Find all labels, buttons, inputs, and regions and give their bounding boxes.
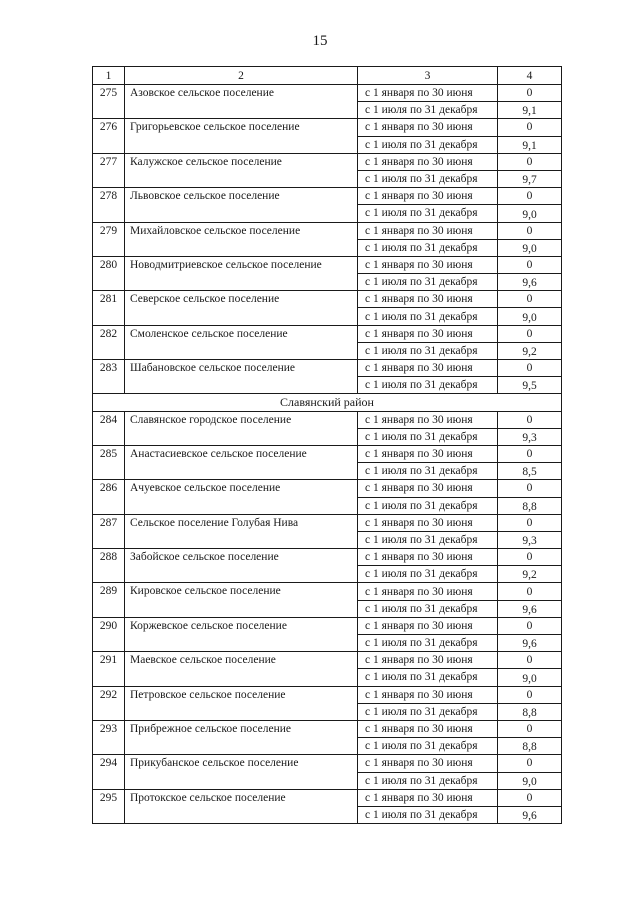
period-first-half: с 1 января по 30 июня <box>358 720 498 737</box>
period-second-half: с 1 июля по 31 декабря <box>358 205 498 222</box>
row-number: 289 <box>93 583 125 617</box>
row-number: 277 <box>93 153 125 187</box>
table-row <box>93 652 562 669</box>
value-first-half: 0 <box>498 222 562 239</box>
period-first-half: с 1 января по 30 июня <box>358 686 498 703</box>
settlement-name: Забойское сельское поселение <box>125 549 358 583</box>
period-first-half: с 1 января по 30 июня <box>358 153 498 170</box>
table-row <box>93 445 562 462</box>
value-first-half: 0 <box>498 514 562 531</box>
section-title: Славянский район <box>93 394 562 411</box>
row-number: 282 <box>93 325 125 359</box>
table-row <box>93 617 562 634</box>
settlement-name: Калужское сельское поселение <box>125 153 358 187</box>
table-row <box>93 119 562 136</box>
value-second-half: 8,8 <box>498 738 562 755</box>
settlement-name: Шабановское сельское поселение <box>125 360 358 394</box>
period-second-half: с 1 июля по 31 декабря <box>358 600 498 617</box>
period-second-half: с 1 июля по 31 декабря <box>358 531 498 548</box>
value-second-half: 9,7 <box>498 170 562 187</box>
value-first-half: 0 <box>498 445 562 462</box>
period-second-half: с 1 июля по 31 декабря <box>358 806 498 823</box>
period-second-half: с 1 июля по 31 декабря <box>358 377 498 394</box>
value-first-half: 0 <box>498 652 562 669</box>
row-number: 281 <box>93 291 125 325</box>
row-number: 275 <box>93 85 125 119</box>
period-first-half: с 1 января по 30 июня <box>358 652 498 669</box>
value-second-half: 9,6 <box>498 274 562 291</box>
row-number: 285 <box>93 445 125 479</box>
value-second-half: 9,1 <box>498 136 562 153</box>
value-first-half: 0 <box>498 617 562 634</box>
settlement-name: Григорьевское сельское поселение <box>125 119 358 153</box>
period-first-half: с 1 января по 30 июня <box>358 85 498 102</box>
table-row <box>93 720 562 737</box>
value-second-half: 9,5 <box>498 377 562 394</box>
row-number: 293 <box>93 720 125 754</box>
value-first-half: 0 <box>498 256 562 273</box>
value-first-half: 0 <box>498 755 562 772</box>
page-number: 15 <box>312 33 328 49</box>
header-row <box>93 67 562 85</box>
period-first-half: с 1 января по 30 июня <box>358 325 498 342</box>
settlement-name: Смоленское сельское поселение <box>125 325 358 359</box>
value-first-half: 0 <box>498 789 562 806</box>
period-second-half: с 1 июля по 31 декабря <box>358 274 498 291</box>
period-first-half: с 1 января по 30 июня <box>358 549 498 566</box>
period-first-half: с 1 января по 30 июня <box>358 789 498 806</box>
settlement-name: Петровское сельское поселение <box>125 686 358 720</box>
section-row <box>93 394 562 411</box>
value-first-half: 0 <box>498 153 562 170</box>
row-number: 278 <box>93 188 125 222</box>
settlement-name: Ачуевское сельское поселение <box>125 480 358 514</box>
settlement-name: Коржевское сельское поселение <box>125 617 358 651</box>
value-first-half: 0 <box>498 720 562 737</box>
value-second-half: 9,3 <box>498 531 562 548</box>
settlement-name: Протокское сельское поселение <box>125 789 358 823</box>
period-first-half: с 1 января по 30 июня <box>358 119 498 136</box>
period-first-half: с 1 января по 30 июня <box>358 360 498 377</box>
table-row <box>93 153 562 170</box>
period-second-half: с 1 июля по 31 декабря <box>358 566 498 583</box>
period-second-half: с 1 июля по 31 декабря <box>358 102 498 119</box>
value-second-half: 9,0 <box>498 308 562 325</box>
row-number: 287 <box>93 514 125 548</box>
value-second-half: 9,1 <box>498 102 562 119</box>
settlement-name: Прикубанское сельское поселение <box>125 755 358 789</box>
value-first-half: 0 <box>498 119 562 136</box>
settlement-name: Северское сельское поселение <box>125 291 358 325</box>
period-second-half: с 1 июля по 31 декабря <box>358 308 498 325</box>
value-second-half: 9,0 <box>498 669 562 686</box>
period-second-half: с 1 июля по 31 декабря <box>358 635 498 652</box>
table-row <box>93 188 562 205</box>
period-second-half: с 1 июля по 31 декабря <box>358 428 498 445</box>
period-first-half: с 1 января по 30 июня <box>358 188 498 205</box>
row-number: 286 <box>93 480 125 514</box>
value-second-half: 9,6 <box>498 635 562 652</box>
row-number: 288 <box>93 549 125 583</box>
period-second-half: с 1 июля по 31 декабря <box>358 703 498 720</box>
row-number: 284 <box>93 411 125 445</box>
table-row <box>93 222 562 239</box>
value-second-half: 9,2 <box>498 566 562 583</box>
settlement-name: Маевское сельское поселение <box>125 652 358 686</box>
value-first-half: 0 <box>498 686 562 703</box>
row-number: 283 <box>93 360 125 394</box>
settlement-name: Кировское сельское поселение <box>125 583 358 617</box>
table-row <box>93 360 562 377</box>
period-first-half: с 1 января по 30 июня <box>358 445 498 462</box>
settlement-name: Львовское сельское поселение <box>125 188 358 222</box>
row-number: 294 <box>93 755 125 789</box>
settlement-name: Анастасиевское сельское поселение <box>125 445 358 479</box>
period-first-half: с 1 января по 30 июня <box>358 411 498 428</box>
period-second-half: с 1 июля по 31 декабря <box>358 136 498 153</box>
table-row <box>93 755 562 772</box>
value-first-half: 0 <box>498 480 562 497</box>
period-second-half: с 1 июля по 31 декабря <box>358 170 498 187</box>
table-row <box>93 686 562 703</box>
settlement-name: Прибрежное сельское поселение <box>125 720 358 754</box>
table-row <box>93 291 562 308</box>
settlement-name: Азовское сельское поселение <box>125 85 358 119</box>
row-number: 276 <box>93 119 125 153</box>
settlement-name: Славянское городское поселение <box>125 411 358 445</box>
row-number: 291 <box>93 652 125 686</box>
value-first-half: 0 <box>498 549 562 566</box>
row-number: 279 <box>93 222 125 256</box>
period-first-half: с 1 января по 30 июня <box>358 291 498 308</box>
period-first-half: с 1 января по 30 июня <box>358 256 498 273</box>
column-header: 3 <box>358 67 498 85</box>
value-second-half: 8,8 <box>498 703 562 720</box>
value-second-half: 8,8 <box>498 497 562 514</box>
row-number: 290 <box>93 617 125 651</box>
period-first-half: с 1 января по 30 июня <box>358 514 498 531</box>
value-first-half: 0 <box>498 291 562 308</box>
table-row <box>93 411 562 428</box>
row-number: 292 <box>93 686 125 720</box>
value-first-half: 0 <box>498 325 562 342</box>
value-second-half: 8,5 <box>498 463 562 480</box>
value-first-half: 0 <box>498 188 562 205</box>
period-first-half: с 1 января по 30 июня <box>358 755 498 772</box>
value-second-half: 9,3 <box>498 428 562 445</box>
period-first-half: с 1 января по 30 июня <box>358 222 498 239</box>
table-row <box>93 85 562 102</box>
period-second-half: с 1 июля по 31 декабря <box>358 497 498 514</box>
period-second-half: с 1 июля по 31 декабря <box>358 342 498 359</box>
value-second-half: 9,6 <box>498 600 562 617</box>
period-second-half: с 1 июля по 31 декабря <box>358 463 498 480</box>
settlement-name: Сельское поселение Голубая Нива <box>125 514 358 548</box>
table-row <box>93 583 562 600</box>
table-row <box>93 514 562 531</box>
column-header: 1 <box>93 67 125 85</box>
table-row <box>93 480 562 497</box>
value-first-half: 0 <box>498 85 562 102</box>
table-row <box>93 325 562 342</box>
table-row <box>93 789 562 806</box>
period-first-half: с 1 января по 30 июня <box>358 583 498 600</box>
value-second-half: 9,6 <box>498 806 562 823</box>
period-second-half: с 1 июля по 31 декабря <box>358 669 498 686</box>
value-first-half: 0 <box>498 360 562 377</box>
period-first-half: с 1 января по 30 июня <box>358 617 498 634</box>
value-second-half: 9,2 <box>498 342 562 359</box>
value-second-half: 9,0 <box>498 772 562 789</box>
value-first-half: 0 <box>498 583 562 600</box>
period-second-half: с 1 июля по 31 декабря <box>358 239 498 256</box>
period-first-half: с 1 января по 30 июня <box>358 480 498 497</box>
row-number: 295 <box>93 789 125 823</box>
value-second-half: 9,0 <box>498 239 562 256</box>
value-second-half: 9,0 <box>498 205 562 222</box>
table-row <box>93 549 562 566</box>
settlement-name: Михайловское сельское поселение <box>125 222 358 256</box>
settlement-name: Новодмитриевское сельское поселение <box>125 256 358 290</box>
column-header: 2 <box>125 67 358 85</box>
value-first-half: 0 <box>498 411 562 428</box>
period-second-half: с 1 июля по 31 декабря <box>358 772 498 789</box>
column-header: 4 <box>498 67 562 85</box>
row-number: 280 <box>93 256 125 290</box>
rates-table <box>92 66 562 824</box>
period-second-half: с 1 июля по 31 декабря <box>358 738 498 755</box>
table-row <box>93 256 562 273</box>
